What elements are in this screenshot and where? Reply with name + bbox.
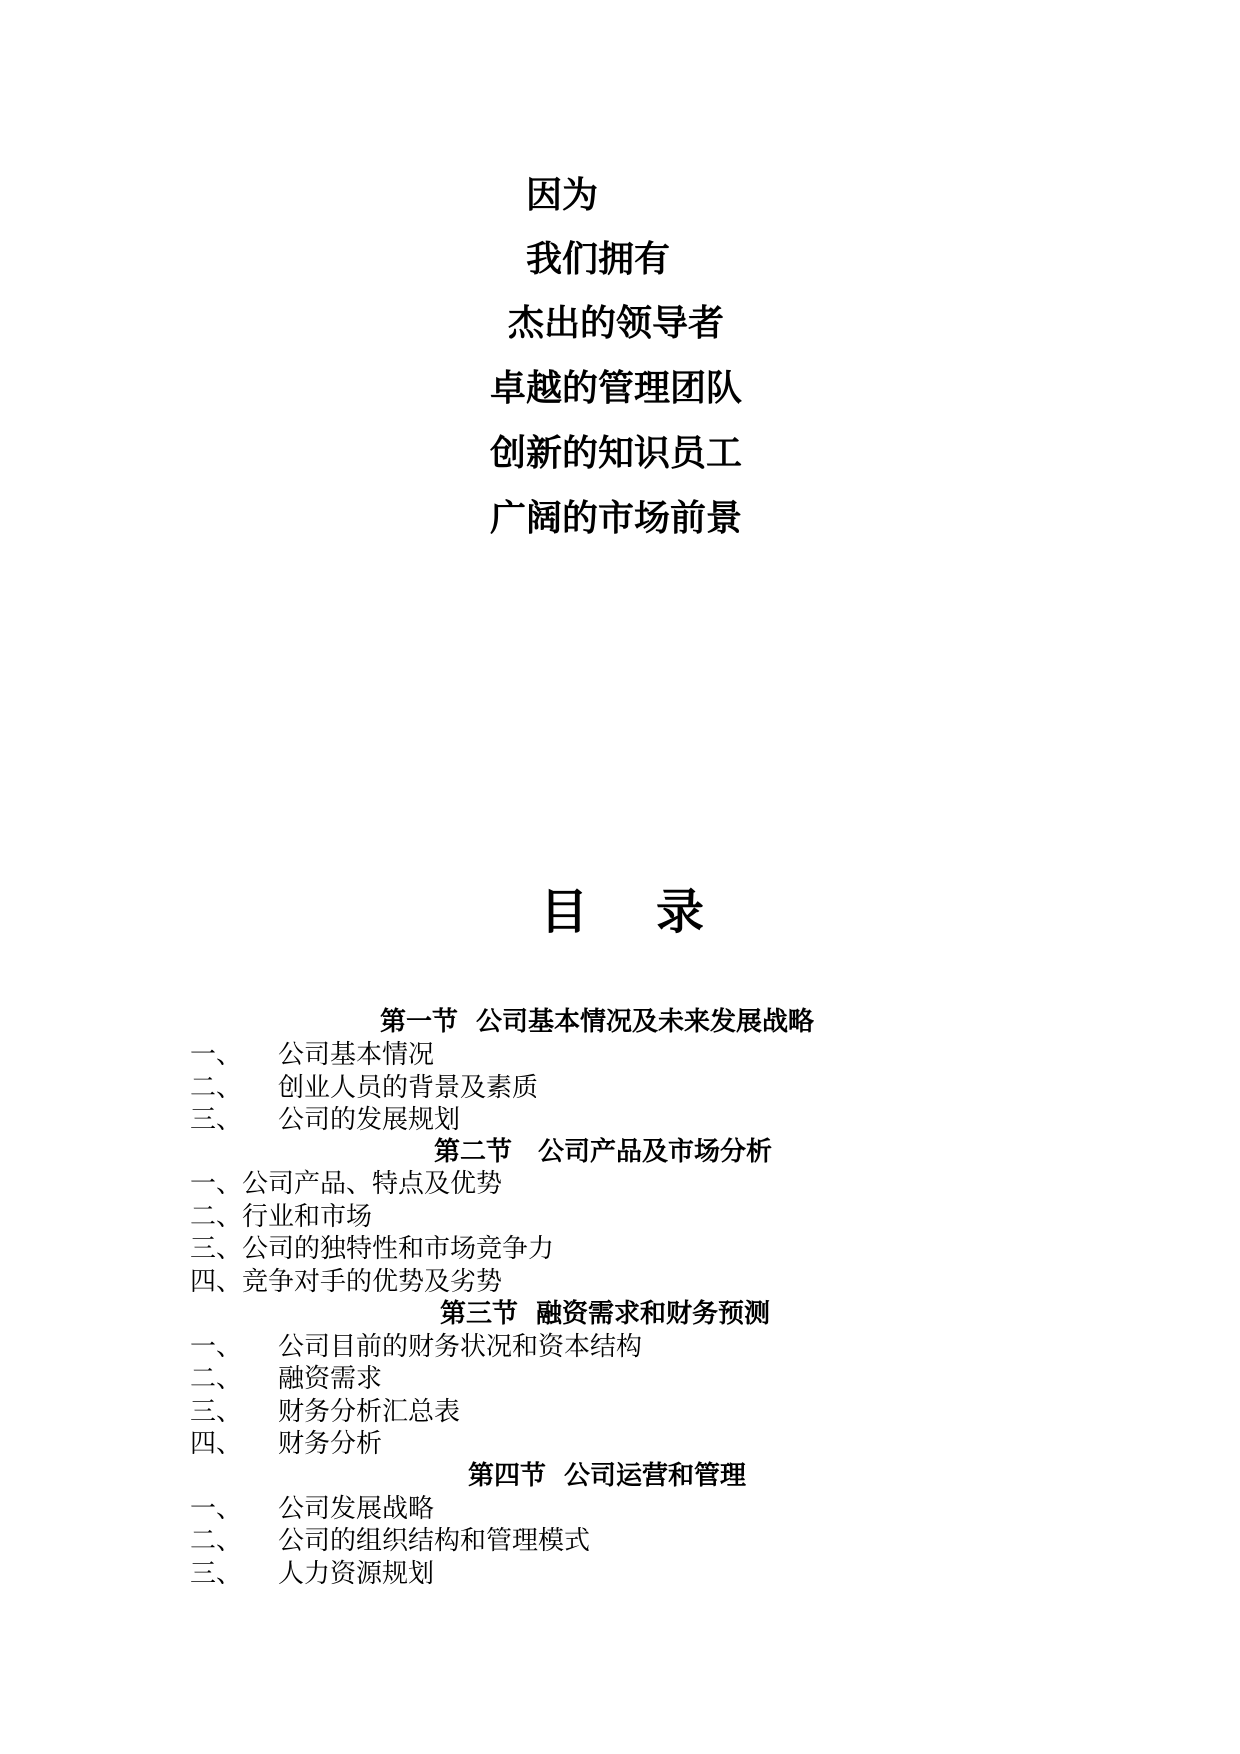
item-text: 一、公司产品、特点及优势 [190, 1169, 503, 1199]
item-marker: 二、 [190, 1526, 243, 1556]
item-marker: 一、 [190, 1494, 243, 1524]
slogan-line-4: 卓越的管理团队 [490, 368, 743, 409]
toc-section-4 [468, 1460, 746, 1492]
toc-title [540, 882, 704, 942]
toc-item [190, 1039, 434, 1071]
toc-item [190, 1233, 554, 1265]
toc-item [190, 1525, 590, 1557]
toc-item [190, 1072, 538, 1104]
item-text: 财务分析 [278, 1429, 383, 1459]
section-number: 第二节 [434, 1137, 513, 1167]
item-text: 人力资源规划 [278, 1559, 435, 1589]
toc-item [190, 1363, 382, 1395]
toc-item [190, 1104, 460, 1136]
section-title: 公司产品及市场分析 [538, 1137, 773, 1167]
item-text: 公司的组织结构和管理模式 [278, 1526, 591, 1556]
toc-item [190, 1168, 502, 1200]
section-title: 公司基本情况及未来发展战略 [476, 1007, 815, 1037]
item-text: 三、公司的独特性和市场竞争力 [190, 1234, 555, 1264]
slogan-line-6: 广阔的市场前景 [490, 498, 743, 539]
item-marker: 三、 [190, 1397, 243, 1427]
item-marker: 四、 [190, 1429, 243, 1459]
toc-item [190, 1558, 434, 1590]
item-text: 四、竞争对手的优势及劣势 [190, 1267, 503, 1297]
toc-section-2 [434, 1136, 772, 1168]
toc-section-3 [440, 1298, 770, 1330]
toc-item [190, 1493, 434, 1525]
item-marker: 一、 [190, 1332, 243, 1362]
item-text: 公司发展战略 [278, 1494, 435, 1524]
section-title: 公司运营和管理 [564, 1461, 747, 1491]
item-marker: 三、 [190, 1105, 243, 1135]
item-marker: 一、 [190, 1040, 243, 1070]
section-number: 第三节 [440, 1299, 519, 1329]
item-text: 公司基本情况 [278, 1040, 435, 1070]
slogan-line-3: 杰出的领导者 [508, 303, 725, 344]
toc-item [190, 1266, 502, 1298]
item-marker: 二、 [190, 1364, 243, 1394]
item-text: 财务分析汇总表 [278, 1397, 461, 1427]
section-number: 第一节 [380, 1007, 459, 1037]
toc-item [190, 1201, 372, 1233]
item-text: 融资需求 [278, 1364, 383, 1394]
toc-title-right: 录 [656, 884, 705, 940]
item-marker: 二、 [190, 1073, 243, 1103]
slogan-line-5: 创新的知识员工 [490, 433, 743, 474]
toc-section-1 [380, 1006, 814, 1038]
item-text: 公司目前的财务状况和资本结构 [278, 1332, 643, 1362]
section-number: 第四节 [468, 1461, 547, 1491]
item-text: 二、行业和市场 [190, 1202, 373, 1232]
toc-item [190, 1331, 642, 1363]
item-text: 创业人员的背景及素质 [278, 1073, 539, 1103]
toc-title-left: 目 [540, 884, 589, 940]
item-marker: 三、 [190, 1559, 243, 1589]
toc-item [190, 1428, 382, 1460]
slogan-line-2: 我们拥有 [526, 239, 671, 280]
item-text: 公司的发展规划 [278, 1105, 461, 1135]
slogan-line-1: 因为 [526, 175, 599, 216]
toc-item [190, 1396, 460, 1428]
section-title: 融资需求和财务预测 [536, 1299, 771, 1329]
